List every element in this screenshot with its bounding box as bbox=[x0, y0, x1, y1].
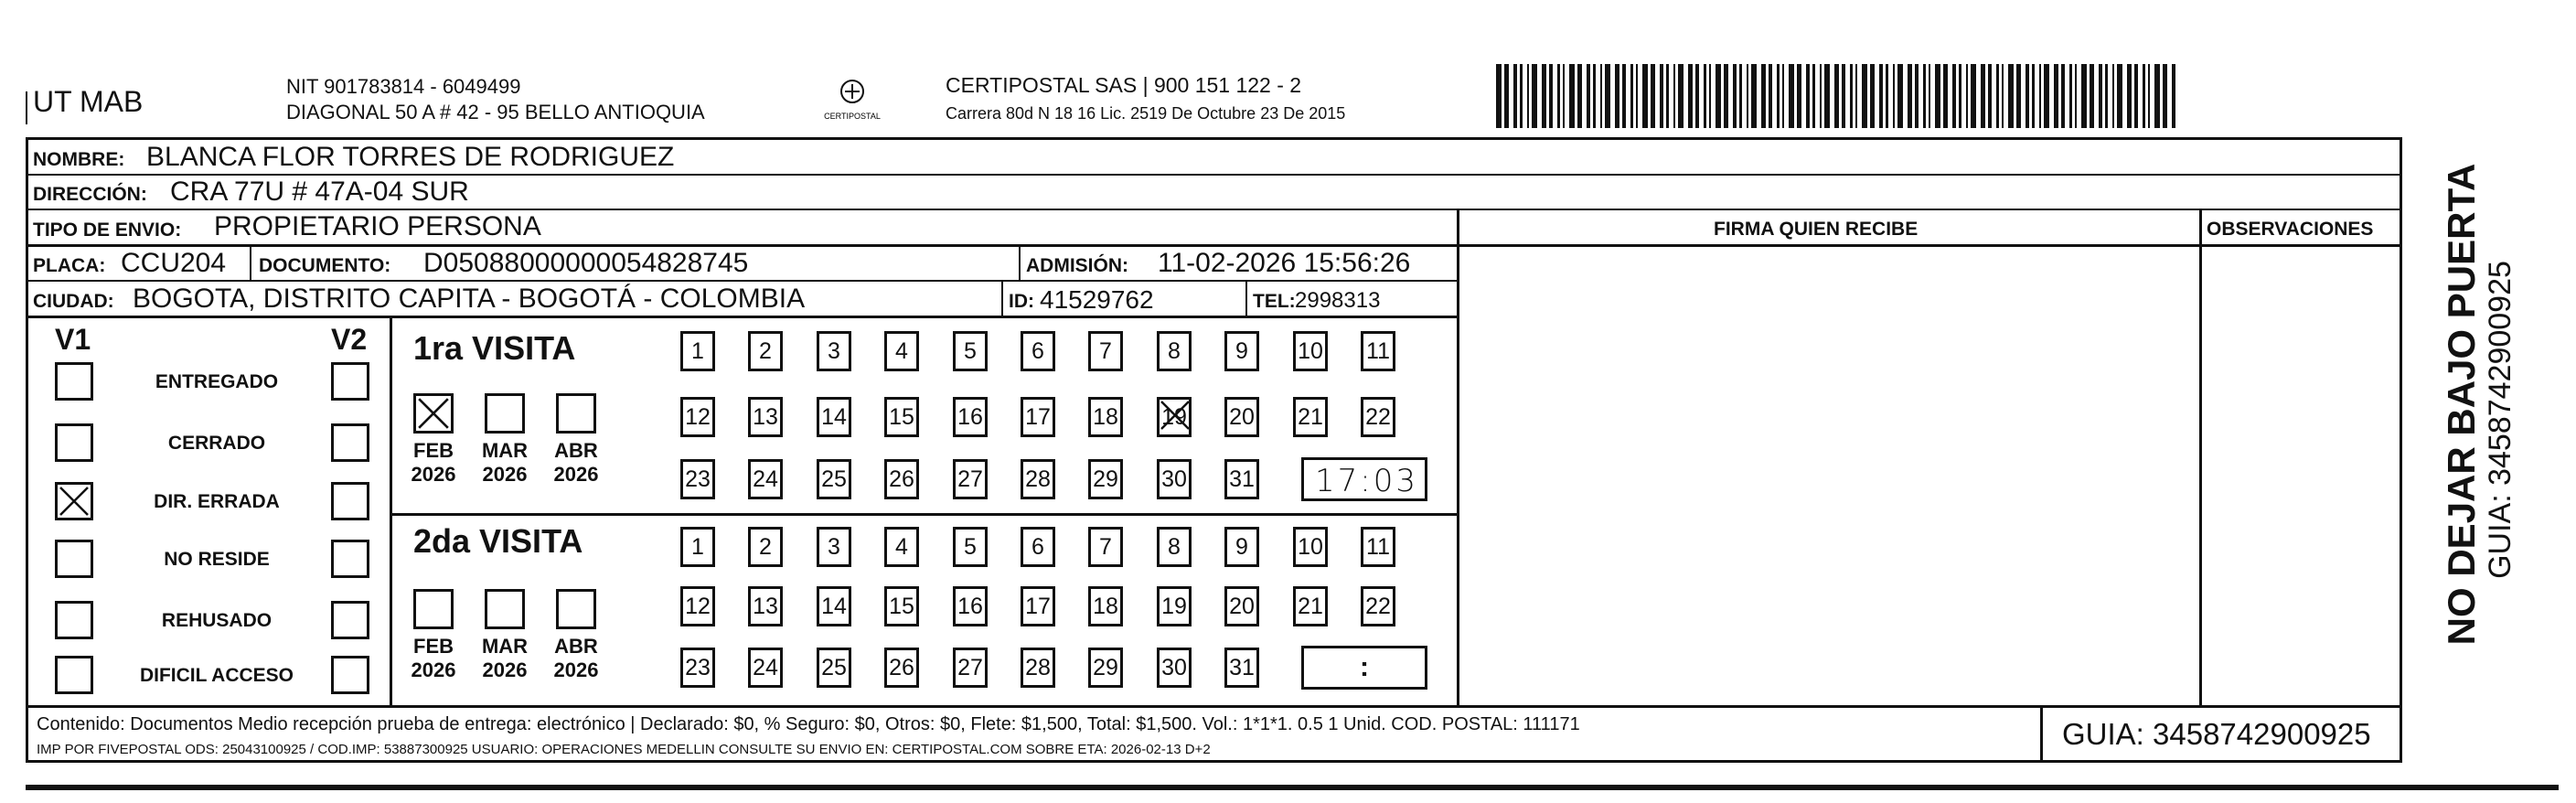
v2-checkbox[interactable] bbox=[331, 656, 369, 694]
vline-tel bbox=[1245, 280, 1247, 316]
day-box[interactable] bbox=[680, 648, 715, 688]
month-label: MAR bbox=[481, 635, 529, 658]
day-number: 21 bbox=[1298, 594, 1323, 619]
day-number: 13 bbox=[753, 594, 778, 619]
day-number: 1 bbox=[691, 338, 704, 364]
day-box[interactable] bbox=[1361, 331, 1395, 371]
admision-value: 11-02-2026 15:56:26 bbox=[1158, 248, 1411, 278]
day-box[interactable] bbox=[817, 586, 851, 626]
day-box[interactable] bbox=[953, 459, 988, 499]
day-number: 15 bbox=[889, 594, 914, 619]
day-box[interactable] bbox=[884, 527, 919, 567]
v2-checkbox[interactable] bbox=[331, 540, 369, 578]
year-label: 2026 bbox=[553, 658, 599, 681]
day-box[interactable] bbox=[884, 331, 919, 371]
year-label: 2026 bbox=[553, 463, 599, 486]
day-number: 25 bbox=[821, 466, 847, 492]
v2-checkbox[interactable] bbox=[331, 601, 369, 639]
day-number: 11 bbox=[1366, 338, 1390, 364]
day-number: 19 bbox=[1161, 594, 1187, 619]
day-box[interactable] bbox=[1021, 459, 1055, 499]
day-number: 27 bbox=[957, 466, 983, 492]
day-box[interactable] bbox=[1088, 397, 1123, 437]
visita2-time-box bbox=[1301, 646, 1427, 690]
day-number: 16 bbox=[957, 404, 983, 430]
day-number: 1 bbox=[691, 534, 704, 560]
day-number: 4 bbox=[895, 534, 908, 560]
month-label: FEB bbox=[413, 635, 454, 658]
vline-guia bbox=[2040, 705, 2043, 762]
day-number: 9 bbox=[1235, 534, 1248, 560]
v2-checkbox[interactable] bbox=[331, 482, 369, 520]
left-border-top bbox=[26, 91, 27, 124]
row-line-1 bbox=[26, 174, 2401, 176]
vline-status bbox=[390, 316, 392, 706]
day-box[interactable] bbox=[1224, 527, 1259, 567]
vline-admision bbox=[1019, 245, 1021, 282]
month-label: ABR bbox=[554, 439, 598, 462]
frame-top bbox=[26, 137, 2401, 140]
ciudad-label: CIUDAD: bbox=[33, 291, 114, 312]
footer-contenido: Contenido: Documentos Medio recepción prueba de entrega: electrónico | Declarado: $0, % Seguro: $0, Otros: $0, Flete: $1,500, Total: $1,500. Vol.: 1*1*1. 0.5 1 Unid. COD. POSTAL: 111171 bbox=[37, 714, 1580, 734]
month-checkbox[interactable] bbox=[413, 393, 454, 434]
day-box[interactable] bbox=[748, 586, 783, 626]
day-box[interactable] bbox=[1021, 586, 1055, 626]
day-box[interactable] bbox=[680, 459, 715, 499]
month-label: ABR bbox=[554, 635, 598, 658]
year-label: 2026 bbox=[411, 463, 456, 486]
visita1-time-box bbox=[1301, 457, 1427, 501]
day-box[interactable] bbox=[1293, 527, 1328, 567]
day-box[interactable] bbox=[1021, 527, 1055, 567]
vline-firma-left bbox=[1457, 209, 1459, 707]
frame-bottom bbox=[26, 760, 2401, 763]
day-number: 26 bbox=[889, 466, 914, 492]
day-number: 6 bbox=[1031, 534, 1044, 560]
day-box[interactable] bbox=[1021, 648, 1055, 688]
month-checkbox[interactable] bbox=[556, 393, 596, 434]
day-box[interactable] bbox=[1088, 527, 1123, 567]
vline-id bbox=[1001, 280, 1003, 316]
day-box[interactable] bbox=[953, 331, 988, 371]
day-number: 25 bbox=[821, 655, 847, 680]
day-box[interactable] bbox=[748, 459, 783, 499]
direccion-label: DIRECCIÓN: bbox=[33, 184, 147, 205]
row-line-footer bbox=[26, 705, 2401, 708]
v1-checkbox[interactable] bbox=[55, 482, 93, 520]
day-number: 30 bbox=[1161, 655, 1187, 680]
day-number: 22 bbox=[1365, 404, 1391, 430]
day-box[interactable] bbox=[817, 397, 851, 437]
day-number: 31 bbox=[1229, 655, 1255, 680]
frame-left bbox=[26, 137, 28, 763]
day-box[interactable] bbox=[748, 397, 783, 437]
status-label: DIR. ERRADA bbox=[154, 491, 280, 512]
day-box[interactable] bbox=[748, 527, 783, 567]
status-label: NO RESIDE bbox=[164, 549, 270, 570]
day-box[interactable] bbox=[1157, 459, 1192, 499]
day-number: 12 bbox=[685, 404, 711, 430]
day-number: 20 bbox=[1229, 404, 1255, 430]
day-box[interactable] bbox=[1088, 331, 1123, 371]
tipo-envio-label: TIPO DE ENVIO: bbox=[33, 219, 182, 241]
day-box[interactable] bbox=[884, 586, 919, 626]
day-box[interactable] bbox=[884, 459, 919, 499]
day-box[interactable] bbox=[1088, 586, 1123, 626]
v1-checkbox[interactable] bbox=[55, 540, 93, 578]
v1-checkbox[interactable] bbox=[55, 362, 93, 401]
row-line-5 bbox=[26, 316, 1458, 318]
day-box[interactable] bbox=[953, 527, 988, 567]
day-box[interactable] bbox=[1157, 397, 1192, 437]
day-number: 16 bbox=[957, 594, 983, 619]
sender-address: DIAGONAL 50 A # 42 - 95 BELLO ANTIOQUIA bbox=[286, 101, 705, 123]
visita2-title: 2da VISITA bbox=[413, 522, 583, 560]
day-box[interactable] bbox=[1157, 648, 1192, 688]
vline-placa bbox=[250, 245, 251, 282]
v2-checkbox[interactable] bbox=[331, 362, 369, 401]
month-checkbox[interactable] bbox=[485, 393, 525, 434]
v1-checkbox[interactable] bbox=[55, 423, 93, 462]
day-box[interactable] bbox=[884, 648, 919, 688]
v2-header: V2 bbox=[331, 323, 368, 356]
day-number: 5 bbox=[964, 338, 977, 364]
day-box[interactable] bbox=[1293, 397, 1328, 437]
side-no-dejar: NO DEJAR BAJO PUERTA bbox=[2440, 163, 2483, 646]
status-label: REHUSADO bbox=[161, 610, 273, 631]
day-number: 8 bbox=[1168, 534, 1181, 560]
visita1-title: 1ra VISITA bbox=[413, 329, 576, 367]
day-box[interactable] bbox=[1088, 459, 1123, 499]
month-checkbox[interactable] bbox=[556, 589, 596, 629]
day-box[interactable] bbox=[817, 331, 851, 371]
day-number: 5 bbox=[964, 534, 977, 560]
certipostal-logo bbox=[808, 71, 896, 126]
day-number: 2 bbox=[759, 534, 772, 560]
month-label: MAR bbox=[481, 439, 529, 462]
ciudad-value: BOGOTA, DISTRITO CAPITA - BOGOTÁ - COLOMBIA bbox=[133, 284, 806, 314]
v1-checkbox[interactable] bbox=[55, 601, 93, 639]
admision-label: ADMISIÓN: bbox=[1026, 255, 1128, 276]
day-box[interactable] bbox=[1157, 527, 1192, 567]
day-number: 19 bbox=[1161, 404, 1187, 430]
day-number: 29 bbox=[1093, 655, 1118, 680]
day-box[interactable] bbox=[1157, 586, 1192, 626]
day-box[interactable] bbox=[1224, 586, 1259, 626]
placa-value: CCU204 bbox=[121, 248, 227, 278]
day-box[interactable] bbox=[680, 527, 715, 567]
day-number: 23 bbox=[685, 655, 711, 680]
day-box[interactable] bbox=[817, 459, 851, 499]
hline-visita-sep bbox=[390, 513, 1458, 516]
day-box[interactable] bbox=[1021, 397, 1055, 437]
day-number: 6 bbox=[1031, 338, 1044, 364]
day-box[interactable] bbox=[1361, 527, 1395, 567]
day-number: 3 bbox=[828, 338, 840, 364]
day-box[interactable] bbox=[1293, 586, 1328, 626]
day-number: 14 bbox=[821, 404, 847, 430]
month-checkbox[interactable] bbox=[485, 589, 525, 629]
day-number: 29 bbox=[1093, 466, 1118, 492]
day-box[interactable] bbox=[1088, 648, 1123, 688]
day-number: 28 bbox=[1025, 466, 1051, 492]
day-number: 7 bbox=[1099, 338, 1112, 364]
day-number: 15 bbox=[889, 404, 914, 430]
status-label: DIFICIL ACCESO bbox=[139, 665, 294, 686]
v1-header: V1 bbox=[55, 323, 91, 356]
nombre-label: NOMBRE: bbox=[33, 149, 125, 170]
day-box[interactable] bbox=[1361, 586, 1395, 626]
side-text bbox=[2428, 163, 2517, 677]
day-box[interactable] bbox=[1224, 648, 1259, 688]
day-box[interactable] bbox=[680, 586, 715, 626]
firma-header: FIRMA QUIEN RECIBE bbox=[1714, 219, 1919, 240]
day-number: 10 bbox=[1298, 338, 1323, 364]
nit-text: NIT 901783814 - 6049499 bbox=[286, 75, 521, 98]
day-number: 14 bbox=[821, 594, 847, 619]
day-box[interactable] bbox=[884, 397, 919, 437]
day-number: 31 bbox=[1229, 466, 1255, 492]
day-number: 9 bbox=[1235, 338, 1248, 364]
day-number: 4 bbox=[895, 338, 908, 364]
day-box[interactable] bbox=[680, 397, 715, 437]
frame-right bbox=[2400, 137, 2402, 763]
day-box[interactable] bbox=[1224, 459, 1259, 499]
side-guia: GUIA: 3458742900925 bbox=[2483, 261, 2517, 579]
day-number: 30 bbox=[1161, 466, 1187, 492]
day-number: 17 bbox=[1025, 594, 1051, 619]
visita2-time: : bbox=[1360, 652, 1369, 682]
day-box[interactable] bbox=[1021, 331, 1055, 371]
nombre-value: BLANCA FLOR TORRES DE RODRIGUEZ bbox=[146, 142, 675, 172]
footer-guia: GUIA: 3458742900925 bbox=[2062, 717, 2371, 751]
placa-label: PLACA: bbox=[33, 255, 106, 276]
day-number: 2 bbox=[759, 338, 772, 364]
day-number: 20 bbox=[1229, 594, 1255, 619]
day-number: 8 bbox=[1168, 338, 1181, 364]
outer-bottom bbox=[26, 785, 2559, 790]
day-number: 22 bbox=[1365, 594, 1391, 619]
day-box[interactable] bbox=[748, 331, 783, 371]
day-number: 3 bbox=[828, 534, 840, 560]
day-box[interactable] bbox=[953, 586, 988, 626]
day-box[interactable] bbox=[953, 648, 988, 688]
vline-obs-left bbox=[2199, 209, 2202, 707]
day-box[interactable] bbox=[1224, 331, 1259, 371]
day-box[interactable] bbox=[748, 648, 783, 688]
row-line-4 bbox=[26, 280, 1458, 282]
day-number: 23 bbox=[685, 466, 711, 492]
documento-label: DOCUMENTO: bbox=[259, 255, 391, 276]
day-number: 10 bbox=[1298, 534, 1323, 560]
day-number: 18 bbox=[1093, 594, 1118, 619]
day-number: 18 bbox=[1093, 404, 1118, 430]
logo-text: CERTIPOSTAL bbox=[824, 112, 881, 121]
day-box[interactable] bbox=[1224, 397, 1259, 437]
day-number: 28 bbox=[1025, 655, 1051, 680]
year-label: 2026 bbox=[482, 658, 528, 681]
id-value: 41529762 bbox=[1040, 285, 1154, 314]
tel-value: 2998313 bbox=[1295, 288, 1381, 313]
barcode bbox=[1496, 64, 2176, 128]
direccion-value: CRA 77U # 47A-04 SUR bbox=[170, 177, 469, 207]
visita1-time-handwritten: 17:03 bbox=[1315, 463, 1418, 499]
day-number: 27 bbox=[957, 655, 983, 680]
footer-imp: IMP POR FIVEPOSTAL ODS: 25043100925 / COD.IMP: 53887300925 USUARIO: OPERACIONES MEDELLIN CONSULTE SU ENVIO EN: CERTIPOSTAL.COM SOBRE ETA: 2026-02-13 D+2 bbox=[37, 742, 1211, 757]
month-label: FEB bbox=[413, 439, 454, 462]
day-number: 12 bbox=[685, 594, 711, 619]
day-number: 26 bbox=[889, 655, 914, 680]
day-box[interactable] bbox=[1293, 331, 1328, 371]
row-line-2 bbox=[26, 209, 2401, 210]
v1-checkbox[interactable] bbox=[55, 656, 93, 694]
day-x-mark bbox=[1159, 399, 1192, 435]
day-box[interactable] bbox=[953, 397, 988, 437]
day-number: 21 bbox=[1298, 404, 1323, 430]
tipo-envio-value: PROPIETARIO PERSONA bbox=[214, 211, 541, 241]
id-label: ID: bbox=[1009, 291, 1034, 312]
day-number: 11 bbox=[1366, 534, 1390, 560]
day-box[interactable] bbox=[1361, 397, 1395, 437]
company-name: CERTIPOSTAL SAS | 900 151 122 - 2 bbox=[946, 73, 1302, 97]
observaciones-header: OBSERVACIONES bbox=[2207, 219, 2374, 240]
day-number: 17 bbox=[1025, 404, 1051, 430]
day-box[interactable] bbox=[817, 527, 851, 567]
tel-label: TEL: bbox=[1253, 291, 1296, 312]
day-box[interactable] bbox=[817, 648, 851, 688]
row-line-3 bbox=[26, 244, 2401, 247]
v2-checkbox[interactable] bbox=[331, 423, 369, 462]
day-box[interactable] bbox=[680, 331, 715, 371]
year-label: 2026 bbox=[411, 658, 456, 681]
ut-label: UT MAB bbox=[33, 85, 144, 118]
year-label: 2026 bbox=[482, 463, 528, 486]
day-number: 7 bbox=[1099, 534, 1112, 560]
documento-value: D05088000000054828745 bbox=[423, 248, 749, 278]
day-box[interactable] bbox=[1157, 331, 1192, 371]
month-checkbox[interactable] bbox=[413, 589, 454, 629]
status-label: CERRADO bbox=[167, 433, 266, 454]
status-label: ENTREGADO bbox=[155, 371, 279, 392]
day-number: 24 bbox=[753, 466, 778, 492]
day-number: 24 bbox=[753, 655, 778, 680]
day-number: 13 bbox=[753, 404, 778, 430]
company-license: Carrera 80d N 18 16 Lic. 2519 De Octubre 23 De 2015 bbox=[946, 104, 1346, 123]
